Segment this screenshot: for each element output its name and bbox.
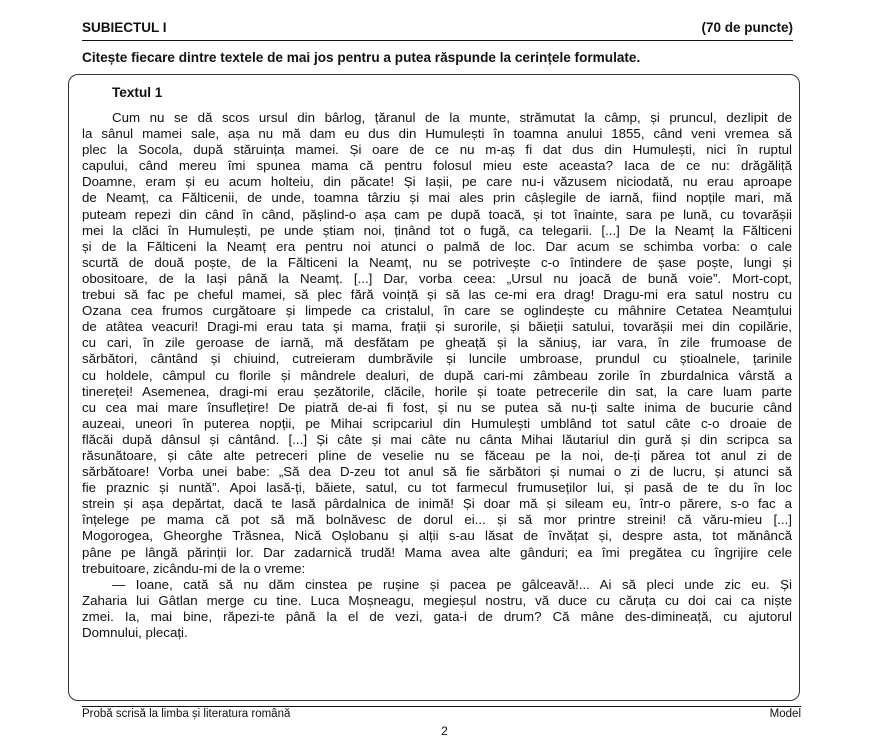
text-line: Mogorogea, Gheorghe Trăsnea, Nică Oșlobanu și alții s-au lăsat de învățat și, despre asta, tot mănâncă [82, 528, 792, 544]
text-line: Ozana cea frumos curgătoare și limpede ca cristalul, în care se oglindește cu mâhnire Cetatea Neamțului [82, 303, 792, 319]
text-line: sărbători, cântând și chiuind, cutreieram dumbrăvile și luncile umbroase, prundul cu știoalnele, țarinile [82, 351, 792, 367]
text-line: cu cari, în zile geroase de iarnă, mă desfătam pe gheață și la săniuș, iar vara, în zile frumoase de [82, 335, 792, 351]
text-line: Doamne, eram și eu acum holteiu, din păcate! Și Iașii, pe care nu-i văzusem niciodată, nu erau aproape [82, 174, 792, 190]
text-line: trebuitoare, zicându-mi de la o vreme: [82, 560, 306, 576]
text-line: obositoare, de la Iași până la Neamț. [...] Dar, vorba ceea: „Ursul nu joacă de bună voie”. Mort-copt, [82, 270, 792, 286]
text-title: Textul 1 [112, 85, 163, 100]
text-line: Cum nu se dă scos ursul din bârlog, țăranul de la munte, strămutat la câmp, și pruncul, dezlipit de [112, 110, 792, 125]
text-line: de atâtea veacuri! Dragi-mi erau tata și mama, frații și surorile, și băieții satului, tovarășii mei din copilărie, [82, 319, 792, 335]
text-line: mei la clăci în Humulești, pe unde știam noi, ținând tot o fugă, ca telegarii. [...] De la Neamț la Fălticeni [82, 222, 792, 238]
text-line: fie praznic și nuntă”. Apoi lasă-ți, băiete, satul, cu tot farmecul frumuseților lui, și pasă de te du în loc [82, 480, 792, 496]
instruction-text: Citește fiecare dintre textele de mai jos pentru a putea răspunde la cerințele formulate. [82, 50, 641, 65]
page-number: 2 [441, 724, 448, 738]
text-line: cu cea mai mare însuflețire! De piatră de-ai fi fost, și nu se putea să nu-ți salte inima de bucurie când [82, 399, 792, 415]
text-line: Zaharia lui Gâtlan merge cu tine. Luca Moșneagu, megieșul nostru, vă duce cu căruța cu doi cai ca niște [82, 592, 792, 608]
text-line: flăcăi după dânsul și cântând. [...] Și câte și mai câte nu cânta Mihai lăutariul din gură și din scripca sa [82, 431, 792, 447]
text-line: sărbătoare! Vorba unei babe: „Să dea D-zeu tot anul să fie sărbători și numai o zi de lucru, și atunci să [82, 464, 792, 480]
text-body [82, 110, 792, 641]
text-line: scurtă de două poște, de la Fălticeni la Neamț, nu se potrivește c-o întindere de șase poște, lungi și [82, 254, 792, 270]
text-line: plec la Socola, după stăruința mamei. Și oare de ce nu m-aș fi dat dus din Humulești, nici în ruptul [82, 142, 792, 158]
text-line: de Neamț, ca Fălticenii, de unde, toamna târziu și mai ales prin câșlegile de iarnă, fiind nopțile mari, mă [82, 190, 792, 206]
text-line: trebui să fac pe cheful mamei, să plec fără voință și să las ce-mi era drag! Dragu-mi era satul nostru cu [82, 287, 792, 303]
text-line: tinereței! Asemenea, dragi-mi erau șezătorile, clăcile, horile și toate petrecerile din sat, la care luam parte [82, 383, 792, 399]
text-line: capului, când mereu îmi spunea mama că pentru folosul mieu este aceasta? Iaca de ce nu: drăgăliță [82, 158, 792, 174]
points-label: (70 de puncte) [701, 20, 793, 35]
text-line: Domnului, plecați. [82, 625, 188, 640]
text-line: puteam repezi din când în când, pășlind-o așa cam pe după toacă, și tot înainte, sara pe lună, cu tovarășii [82, 206, 792, 222]
text-line: strein și așa depărtat, dacă te lasă pârdalnica de inimă! Și doar mă și sileam eu, într-o părere, s-o fac a [82, 496, 792, 512]
text-line: cu holdele, câmpul cu florile și mândrele dealuri, de după cari-mi zâmbeau zorile în zburdalnica vârstă a [82, 367, 792, 383]
text-line: — Ioane, cată să nu dăm cinstea pe rușine și pacea pe gâlceavă!... Ai să pleci unde zic eu. Și [112, 576, 792, 592]
model-label: Model [769, 708, 801, 720]
exam-name: Probă scrisă la limba și literatura română [82, 708, 291, 720]
text-line: auzeai, uneori în puterea nopții, pe Mihai scripcariul din Humulești umblând tot satul câte c-o droaie de [82, 415, 792, 431]
text-line: și de la Fălticeni la Neamț era pentru noi atunci o palmă de loc. Dar acum se schimba vorba: o cale [82, 238, 792, 254]
text-line: pâne pe lângă părinții lor. Dar zadarnică trudă! Mama avea alte gânduri; ea îmi pregătea cu îngrijire cele [82, 544, 792, 560]
text-line: înțelege pe mama că pot să mă bolnăvesc de dorul ei... și să mor printre streini! că văru-mieu [...] [82, 512, 792, 528]
page-footer [82, 706, 801, 722]
subject-header [82, 20, 793, 41]
text-line: zmei. Ia, mai bine, răpezi-te până la el de vezi, gata-i de drum? Că mâne des-dimineață, cu ajutorul [82, 608, 792, 624]
subject-title: SUBIECTUL I [82, 20, 167, 35]
text-line: la sânul mamei sale, așa nu mă dam eu dus din Humulești în toamna anului 1855, când veni vremea să [82, 126, 792, 142]
text-line: răsunătoare, și câte alte petreceri pline de veselie nu se făceau pe la noi, de-ți părea tot anul zi de [82, 447, 792, 463]
